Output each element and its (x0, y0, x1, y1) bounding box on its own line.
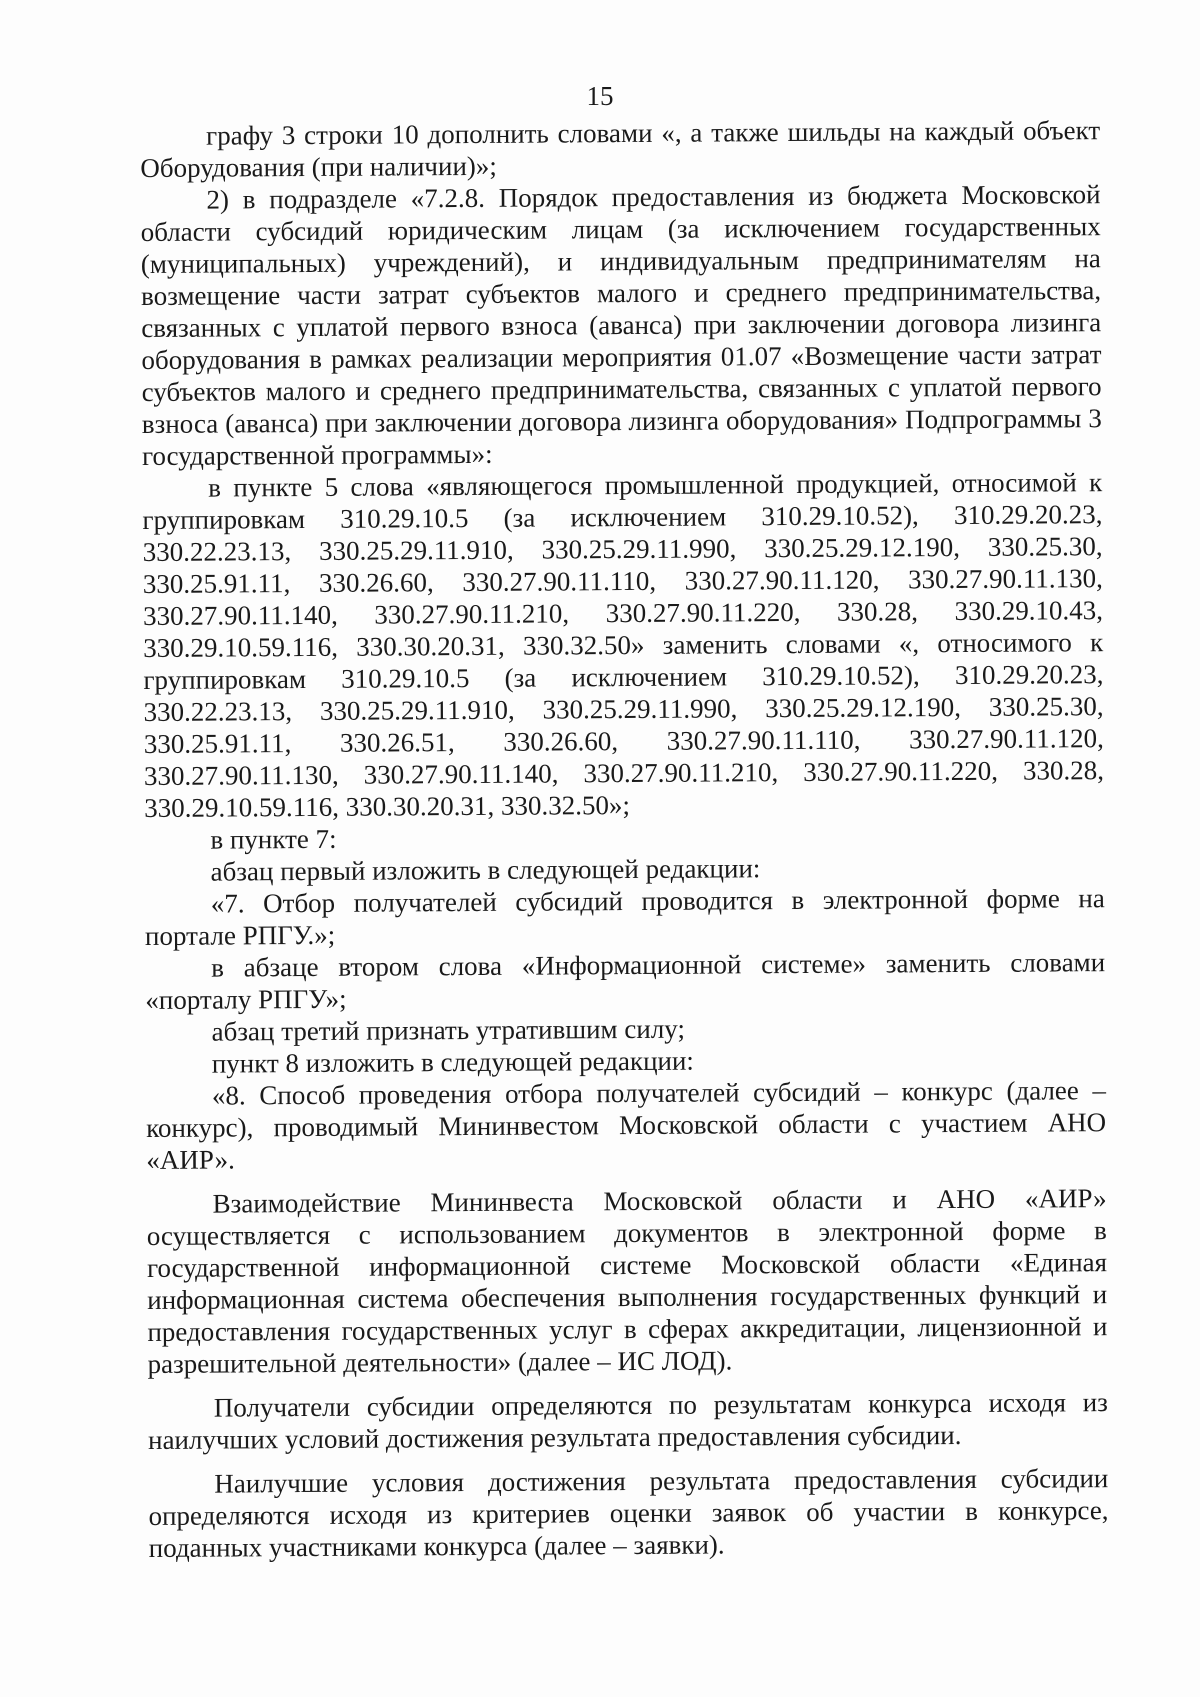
paragraph-recipients: Получатели субсидии определяются по результатам конкурса исходя из наилучших условий достижения результата предоставления субсидии. (147, 1387, 1108, 1455)
paragraph-quote-8: «8. Способ проведения отбора получателей субсидий – конкурс (далее – конкурс), проводимый Мининвестом Московской области с участием АНО «АИР». (146, 1075, 1107, 1175)
paragraph-first-abzac: абзац первый изложить в следующей редакции: (210, 853, 761, 887)
paragraph-point-8: пункт 8 изложить в следующей редакции: (211, 1045, 694, 1079)
paragraph-point-7: в пункте 7: (210, 823, 337, 855)
paragraph-third-abzac: абзац третий признать утратившим силу; (211, 1013, 685, 1047)
paragraph-second-abzac: в абзаце втором слова «Информационной системе» заменить словами «порталу РПГУ»; (145, 947, 1106, 1015)
paragraph-quote-7: «7. Отбор получателей субсидий проводится в электронной форме на портале РПГУ.»; (144, 883, 1105, 951)
paragraph-best-conditions: Наилучшие условия достижения результата предоставления субсидии определяются исходя из критериев оценки заявок об участии в конкурсе, поданных участниками конкурса (далее – заявки). (148, 1463, 1109, 1563)
page-number: 15 (586, 81, 614, 111)
paragraph-tail-previous: графу 3 строки 10 дополнить словами «, а также шильды на каждый объект Оборудования (при наличии)»; (140, 115, 1101, 183)
paragraph-point-5: в пункте 5 слова «являющегося промышленной продукцией, относимой к группировкам 310.29.10.5 (за исключением 310.29.10.52), 310.29.20.23, 330.22.23.13, 330.25.29.11.910, 330.25.29.11.990, 330.25.29.12.190, 330.25.30, 330.25.91.11, 330.26.60, 330.27.90.11.110, 330.27.90.11.120, 330.27.90.11.130, 330.27.90.11.140, 330.27.90.11.210, 330.27.90.11.220, 330.28, 330.29.10.43, 330.29.10.59.116, 330.30.20.31, 330.32.50» заменить словами «, относимого к группировкам 310.29.10.5 (за исключением 310.29.10.52), 310.29.20.23, 330.22.23.13, 330.25.29.11.910, 330.25.29.11.990, 330.25.29.12.190, 330.25.30, 330.25.91.11, 330.26.51, 330.26.60, 330.27.90.11.110, 330.27.90.11.120, 330.27.90.11.130, 330.27.90.11.140, 330.27.90.11.210, 330.27.90.11.220, 330.28, 330.29.10.59.116, 330.30.20.31, 330.32.50»; (142, 467, 1105, 823)
paragraph-interaction: Взаимодействие Мининвеста Московской области и АНО «АИР» осуществляется с использованием документов в электронной форме в государственной информационной системе Московской области «Единая информационная система обеспечения выполнения государственных функций и предоставления государственных услуг в сферах аккредитации, лицензионной и разрешительной деятельности» (далее – ИС ЛОД). (146, 1183, 1108, 1379)
paragraph-subsection-7-2-8: 2) в подразделе «7.2.8. Порядок предоставления из бюджета Московской области субсидий юридическим лицам (за исключением государственных (муниципальных) учреждений), и индивидуальным предпринимателям на возмещение части затрат субъектов малого и среднего предпринимательства, связанных с уплатой первого взноса (аванса) при заключении договора лизинга оборудования в рамках реализации мероприятия 01.07 «Возмещение части затрат субъектов малого и среднего предпринимательства, связанных с уплатой первого взноса (аванса) при заключении договора лизинга оборудования» Подпрограммы 3 государственной программы»: (140, 179, 1102, 471)
document-body (140, 114, 1109, 1564)
